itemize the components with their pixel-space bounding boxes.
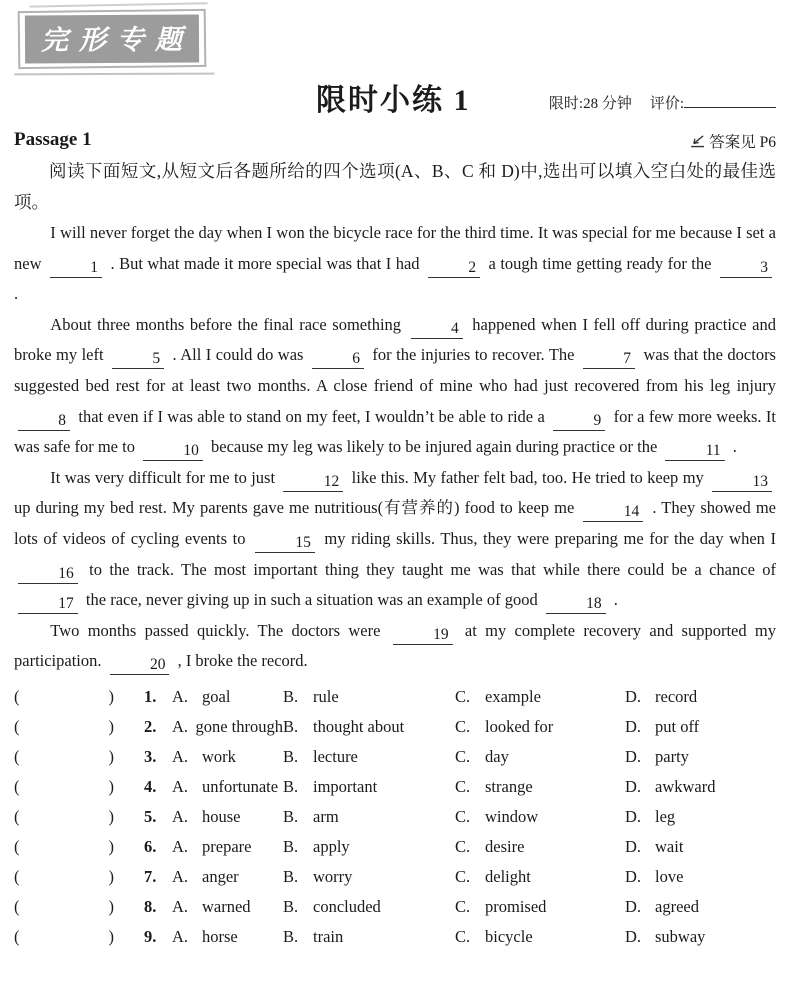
question-row — [14, 892, 776, 922]
option-d-text: awkward — [655, 776, 716, 796]
option-d — [625, 712, 776, 742]
question-row — [14, 862, 776, 892]
option-c-letter: C. — [455, 926, 471, 946]
option-b-text: lecture — [313, 746, 358, 766]
option-a — [172, 862, 283, 892]
option-b — [283, 922, 455, 952]
option-a-letter: A. — [172, 836, 189, 856]
option-c — [455, 682, 625, 712]
option-b-letter: B. — [283, 776, 299, 796]
option-a — [172, 772, 283, 802]
option-b-letter: B. — [283, 866, 299, 886]
option-c-letter: C. — [455, 866, 471, 886]
option-b-text: concluded — [313, 896, 381, 916]
paren-open: ( — [14, 866, 20, 886]
option-b-text: thought about — [313, 716, 405, 736]
question-number: 8. — [144, 896, 157, 916]
answer-reference-text: 答案见 P6 — [709, 134, 776, 151]
option-c-text: bicycle — [485, 926, 533, 946]
option-b-letter: B. — [283, 926, 299, 946]
option-b — [283, 832, 455, 862]
cloze-blank-5: 5 — [112, 349, 164, 369]
option-c-text: window — [485, 806, 539, 826]
option-a-letter: A. — [172, 806, 189, 826]
answer-parens — [14, 742, 114, 772]
evaluation-label: 评价: — [649, 96, 684, 112]
option-d — [625, 892, 776, 922]
option-b — [283, 892, 455, 922]
option-b — [283, 862, 455, 892]
paren-close: ) — [108, 836, 114, 856]
cloze-blank-3: 3 — [720, 258, 772, 278]
option-a-text: gone through — [195, 716, 283, 736]
option-d-text: put off — [655, 716, 700, 736]
cloze-blank-16: 16 — [18, 564, 78, 584]
option-a-text: anger — [202, 866, 239, 886]
option-d-text: agreed — [655, 896, 699, 916]
option-c — [455, 712, 625, 742]
option-d-letter: D. — [625, 836, 642, 856]
option-d-letter: D. — [625, 716, 642, 736]
cloze-blank-8: 8 — [18, 411, 70, 431]
cloze-blank-4: 4 — [411, 319, 463, 339]
cloze-blank-10: 10 — [143, 441, 203, 461]
paren-open: ( — [14, 746, 20, 766]
option-b-text: apply — [313, 836, 350, 856]
cloze-blank-17: 17 — [18, 594, 78, 614]
paren-close: ) — [108, 776, 114, 796]
option-a — [172, 712, 283, 742]
cloze-blank-20: 20 — [110, 655, 170, 675]
option-c-letter: C. — [455, 746, 471, 766]
title-row — [14, 80, 776, 118]
option-a-letter: A. — [172, 716, 189, 736]
cloze-blank-1: 1 — [50, 258, 102, 278]
topic-badge — [18, 9, 207, 69]
option-a-letter: A. — [172, 926, 189, 946]
answer-parens — [14, 862, 114, 892]
paren-open: ( — [14, 926, 20, 946]
answer-parens — [14, 712, 114, 742]
option-c-text: desire — [485, 836, 525, 856]
option-d — [625, 802, 776, 832]
option-d-letter: D. — [625, 806, 642, 826]
cloze-blank-7: 7 — [583, 349, 635, 369]
question-number: 5. — [144, 806, 157, 826]
answer-parens — [14, 682, 114, 712]
question-row — [14, 712, 776, 742]
option-b — [283, 772, 455, 802]
option-a-text: warned — [202, 896, 251, 916]
cloze-blank-9: 9 — [553, 411, 605, 431]
option-a — [172, 742, 283, 772]
option-d-letter: D. — [625, 926, 642, 946]
option-b — [283, 682, 455, 712]
question-row — [14, 922, 776, 952]
option-b-letter: B. — [283, 806, 299, 826]
option-d — [625, 832, 776, 862]
option-a-letter: A. — [172, 746, 189, 766]
option-c — [455, 862, 625, 892]
question-row — [14, 742, 776, 772]
question-number: 9. — [144, 926, 157, 946]
paren-close: ) — [108, 866, 114, 886]
paren-close: ) — [108, 926, 114, 946]
answer-parens — [14, 832, 114, 862]
cloze-blank-2: 2 — [428, 258, 480, 278]
option-c — [455, 802, 625, 832]
option-b — [283, 802, 455, 832]
option-a-letter: A. — [172, 776, 189, 796]
question-number: 4. — [144, 776, 157, 796]
option-c-letter: C. — [455, 776, 471, 796]
passage-paragraph: I will never forget the day when I won the bicycle race for the third time. It was special for me because I set a new 1 . But what made it more special was that I had 2 a tough time getting ready for the 3 . — [14, 223, 776, 304]
paren-open: ( — [14, 836, 20, 856]
option-d-letter: D. — [625, 686, 642, 706]
passage-body — [14, 218, 776, 677]
option-b — [283, 742, 455, 772]
answer-parens — [14, 922, 114, 952]
question-number: 3. — [144, 746, 157, 766]
paren-close: ) — [108, 686, 114, 706]
option-c — [455, 922, 625, 952]
question-row — [14, 832, 776, 862]
option-c-text: looked for — [485, 716, 554, 736]
option-a-letter: A. — [172, 866, 189, 886]
answer-parens — [14, 892, 114, 922]
topic-badge-label: 完形专题 — [40, 24, 194, 57]
option-b-text: important — [313, 776, 378, 796]
option-a-text: horse — [202, 926, 238, 946]
cloze-blank-18: 18 — [546, 594, 606, 614]
question-number: 1. — [144, 686, 157, 706]
option-b-text: worry — [313, 866, 353, 886]
passage-paragraph: It was very difficult for me to just 12 like this. My father felt bad, too. He tried to keep my 13 up during my bed rest. My parents gave me nutritious(有营养的) food to keep me 14 . They showed me lots of videos of cycling events to 15 my riding skills. Thus, they were preparing me for the day when I 16 to the track. The most important thing they taught me was that while there could be a chance of 17 the race, never giving up in such a situation was an example of good 18 . — [14, 467, 777, 613]
option-d-text: party — [655, 746, 689, 766]
topic-badge-box — [25, 15, 199, 64]
option-c-letter: C. — [455, 686, 471, 706]
option-a-text: prepare — [202, 836, 252, 856]
title-meta — [549, 92, 776, 118]
questions-list — [14, 682, 776, 952]
cloze-blank-11: 11 — [665, 441, 724, 461]
option-d-text: wait — [655, 836, 684, 856]
option-c — [455, 892, 625, 922]
option-d-text: record — [655, 686, 698, 706]
option-d-letter: D. — [625, 746, 642, 766]
evaluation-blank-line — [684, 95, 776, 108]
paren-close: ) — [108, 716, 114, 736]
option-d — [625, 922, 776, 952]
passage-heading: Passage 1 — [14, 129, 92, 150]
cloze-blank-13: 13 — [712, 472, 772, 492]
paren-close: ) — [108, 896, 114, 916]
paren-open: ( — [14, 896, 20, 916]
cloze-blank-6: 6 — [312, 349, 364, 369]
paren-open: ( — [14, 776, 20, 796]
question-number: 6. — [144, 836, 157, 856]
option-a — [172, 892, 283, 922]
option-c-letter: C. — [455, 806, 471, 826]
option-c — [455, 772, 625, 802]
option-d — [625, 742, 776, 772]
option-a-text: house — [202, 806, 241, 826]
option-a-text: unfortunate — [202, 776, 279, 796]
option-d-letter: D. — [625, 866, 642, 886]
question-row — [14, 682, 776, 712]
page-title: 限时小练 1 — [316, 84, 471, 117]
question-row — [14, 772, 776, 802]
paren-open: ( — [14, 716, 20, 736]
option-a — [172, 922, 283, 952]
cloze-blank-19: 19 — [393, 625, 453, 645]
option-a — [172, 832, 283, 862]
option-c-text: day — [485, 746, 509, 766]
option-d — [625, 682, 776, 712]
passage-header — [14, 128, 776, 152]
option-d-letter: D. — [625, 776, 642, 796]
paren-close: ) — [108, 746, 114, 766]
option-c-text: example — [485, 686, 541, 706]
question-number: 2. — [144, 716, 157, 736]
corner-arrow-icon — [689, 134, 706, 149]
option-a-text: goal — [202, 686, 231, 706]
passage-paragraph: Two months passed quickly. The doctors were 19 at my complete recovery and supported my participation. 20 , I broke the record. — [14, 620, 777, 674]
option-a — [172, 682, 283, 712]
option-c-text: delight — [485, 866, 531, 886]
option-b-text: train — [313, 926, 344, 946]
option-a — [172, 802, 283, 832]
answer-reference — [689, 130, 776, 152]
option-b-text: rule — [313, 686, 339, 706]
option-b — [283, 712, 455, 742]
option-c-text: promised — [485, 896, 547, 916]
option-c — [455, 832, 625, 862]
option-c-letter: C. — [455, 896, 471, 916]
option-b-letter: B. — [283, 746, 299, 766]
cloze-blank-15: 15 — [255, 533, 315, 553]
question-number: 7. — [144, 866, 157, 886]
option-b-letter: B. — [283, 716, 299, 736]
option-d-text: subway — [655, 926, 706, 946]
option-d — [625, 862, 776, 892]
question-row — [14, 802, 776, 832]
answer-parens — [14, 772, 114, 802]
option-b-letter: B. — [283, 896, 299, 916]
cloze-blank-12: 12 — [283, 472, 343, 492]
paren-open: ( — [14, 806, 20, 826]
instructions-text: 阅读下面短文,从短文后各题所给的四个选项(A、B、C 和 D)中,选出可以填入空白处的最佳选项。 — [14, 161, 776, 212]
cloze-blank-14: 14 — [583, 502, 643, 522]
answer-parens — [14, 802, 114, 832]
time-limit-text: 限时:28 分钟 — [548, 96, 632, 112]
paren-open: ( — [14, 686, 20, 706]
option-c-text: strange — [485, 776, 533, 796]
option-c-letter: C. — [455, 716, 471, 736]
passage-paragraph: About three months before the final race something 4 happened when I fell off during practice and broke my left 5 . All I could do was 6 for the injuries to recover. The 7 was that the doctors suggested bed rest for at least two months. A close friend of mine who had just recovered from his leg injury 8 that even if I was able to stand on my feet, I wouldn’t be able to ride a 9 for a few more weeks. It was safe for me to 10 because my leg was likely to be injured again during practice or the 11 . — [14, 314, 776, 460]
option-b-letter: B. — [283, 836, 299, 856]
paren-close: ) — [108, 806, 114, 826]
option-c — [455, 742, 625, 772]
option-d-letter: D. — [625, 896, 642, 916]
option-d — [625, 772, 776, 802]
option-b-letter: B. — [283, 686, 299, 706]
option-a-letter: A. — [172, 896, 189, 916]
option-d-text: love — [655, 866, 684, 886]
option-c-letter: C. — [455, 836, 471, 856]
option-b-text: arm — [313, 806, 339, 826]
option-a-letter: A. — [172, 686, 189, 706]
option-d-text: leg — [655, 806, 676, 826]
option-a-text: work — [202, 746, 236, 766]
